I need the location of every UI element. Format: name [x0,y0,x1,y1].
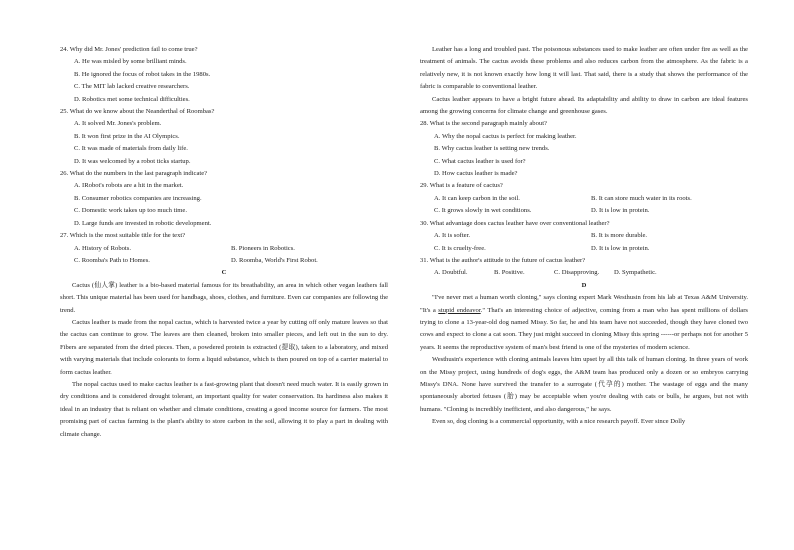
question-27-stem: 27. Which is the most suitable title for the text? [60,232,186,240]
section-c-label: C [221,269,227,277]
q29-option-b: B. It can store much water in its roots. [591,194,692,202]
q30-option-d: D. It is low in protein. [591,244,650,252]
q27-options-row-1 [60,243,388,255]
q31-option-c: C. Disapproving. [554,269,600,277]
q28-option-b: B. Why cactus leather is setting new trends. [434,145,550,153]
passage-d-paragraph-1 [420,292,748,354]
question-30-stem: 30. What advantage does cactus leather have over conventional leather? [420,219,610,227]
q24-option-d: D. Robotics met some technical difficulties. [74,95,190,103]
q31-option-b: B. Positive. [494,269,525,277]
passage-c-paragraph-3: The nopal cactus used to make cactus leather is a fast-growing plant that doesn't need much water. It is easily grown in dry conditions and is considered drought tolerant, an important quality for water conservation. Its hardiness also makes it ideal in an industry that is reliant on whether and climate conditions, creating a good income source for farmers. The most promising part of cactus farming is the plant's ability to store carbon in the soil, allowing it to play a part in dealing with climate change. [60,380,388,438]
passage-d-paragraph-3: Even so, dog cloning is a commercial opportunity, with a nice research payoff. Ever since Dolly [432,418,686,426]
passage-d-p1-start: "I've never met a human worth cloning," says cloning expert Mark Westhusin from his lab at Texas A&M University. "It's a [420,294,748,314]
question-28-stem: 28. What is the second paragraph mainly about? [420,120,547,128]
q24-option-b: B. He ignored the focus of robot takes in the 1980s. [74,70,211,78]
question-26-stem: 26. What do the numbers in the last paragraph indicate? [60,170,208,178]
q24-option-c: C. The MIT lab lacked creative researchers. [74,83,190,91]
q27-options-row-2 [60,255,388,267]
q25-option-c: C. It was made of materials from daily life. [74,145,188,153]
underlined-phrase: stupid endeavor [438,306,481,314]
question-24-stem: 24. Why did Mr. Jones' prediction fail to come true? [60,46,198,53]
q24-option-a: A. He was misled by some brilliant minds. [74,58,187,66]
q30-options-row-1 [420,230,748,242]
question-29-stem: 29. What is a feature of cactus? [420,182,503,190]
q28-option-c: C. What cactus leather is used for? [434,157,526,165]
q27-option-b: B. Pioneers in Robotics. [231,244,295,252]
q30-option-c: C. It is cruelty-free. [434,244,486,252]
passage-d-p1-end: ." That's an interesting choice of adjective, coming from a man who has spent millions of dollars trying to clone a 13-year-old dog named Missy. So far, he and his team have not succeeded, though they have cloned two cows and expect to clone a cat soon. They just might succeed in cloning Missy this spring ------or perhaps not for another 5 years. It seems the reproductive system of man's best friend is one of the mysteries of modern science. [420,306,748,351]
passage-d-paragraph-2: Westhusin's experience with cloning animals leaves him upset by all this talk of human cloning. In three years of work on the Missy project, using hundreds of dog's eggs, the A&M team has produced only a dozen or so embryos carrying Missy's DNA. None have survived the transfer to a surrogate (代孕的) mother. The wastage of eggs and the many spontaneously aborted fetuses (胎) may be acceptable when you're dealing with cats or bulls, he argues, but not with humans. "Cloning is incredibly inefficient, and also dangerous," he says. [420,356,748,413]
q31-option-d: D. Sympathetic. [614,269,657,277]
q31-option-a: A. Doubtful. [434,269,468,277]
q28-option-a: A. Why the nopal cactus is perfect for making leather. [434,132,577,140]
q28-option-d: D. How cactus leather is made? [434,170,518,178]
question-31-stem: 31. What is the author's attitude to the future of cactus leather? [420,256,586,264]
q29-option-a: A. It can keep carbon in the soil. [434,194,520,202]
q30-option-a: A. It is softer. [434,232,471,240]
q31-options-row [420,267,748,279]
q27-option-d: D. Roomba, World's First Robot. [231,256,318,264]
q25-option-d: D. It was welcomed by a robot ticks startup. [74,157,191,165]
right-column [420,44,748,429]
question-25-stem: 25. What do we know about the Neanderthal of Roombas? [60,108,215,116]
passage-c-paragraph-4: Leather has a long and troubled past. The poisonous substances used to make leather are often under fire as well as the treatment of animals. The cactus avoids these problems and also reduces carbon from the atmosphere. As the fabric is a relatively new, it is not known exactly how long it will last. That said, there is a study that shows the performance of the fabric is comparable to conventional leather. [420,46,748,91]
passage-c-paragraph-5: Cactus leather appears to have a bright future ahead. Its adaptability and ability to draw in carbon are ideal features among the growing concerns for climate change and greenhouse gases. [420,95,748,116]
q26-option-d: D. Large funds are invested in robotic development. [74,219,212,227]
q26-option-a: A. IRobot's robots are a hit in the market. [74,182,184,190]
q27-option-c: C. Roomba's Path to Homes. [74,256,150,264]
q29-options-row-2 [420,205,748,217]
q29-options-row-1 [420,193,748,205]
q26-option-c: C. Domestic work takes up too much time. [74,207,187,215]
section-d-label: D [581,281,587,289]
q30-option-b: B. It is more durable. [591,232,648,240]
q30-options-row-2 [420,243,748,255]
q25-option-b: B. It won first prize in the AI Olympics. [74,132,180,140]
q25-option-a: A. It solved Mr. Jones's problem. [74,120,162,128]
left-column [60,44,388,441]
q27-option-a: A. History of Robots. [74,244,131,252]
q26-option-b: B. Consumer robotics companies are increasing. [74,194,202,202]
passage-c-paragraph-2: Cactus leather is made from the nopal cactus, which is harvested twice a year by cutting off only mature leaves so that the cactus can continue to grow. The leaves are then cleaned, broken into smaller pieces, and left out in the sun to dry. Fibers are separated from the dried pieces. Then, a powdered protein is extracted (提取), taken to a laboratory, and mixed with varying materials that include colorants to form a liquid substance, which is then poured on top of a carrier material to form cactus leather. [60,318,388,376]
q29-option-c: C. It grows slowly in wet conditions. [434,207,532,215]
q29-option-d: D. It is low in protein. [591,207,650,215]
passage-c-paragraph-1: Cactus (仙人掌) leather is a bio-based material famous for its breathability, an area in which other vegan leathers fall short. This unique material has been used for handbags, shoes, clothes, and furniture. Even car companies are following the trend. [60,281,388,314]
